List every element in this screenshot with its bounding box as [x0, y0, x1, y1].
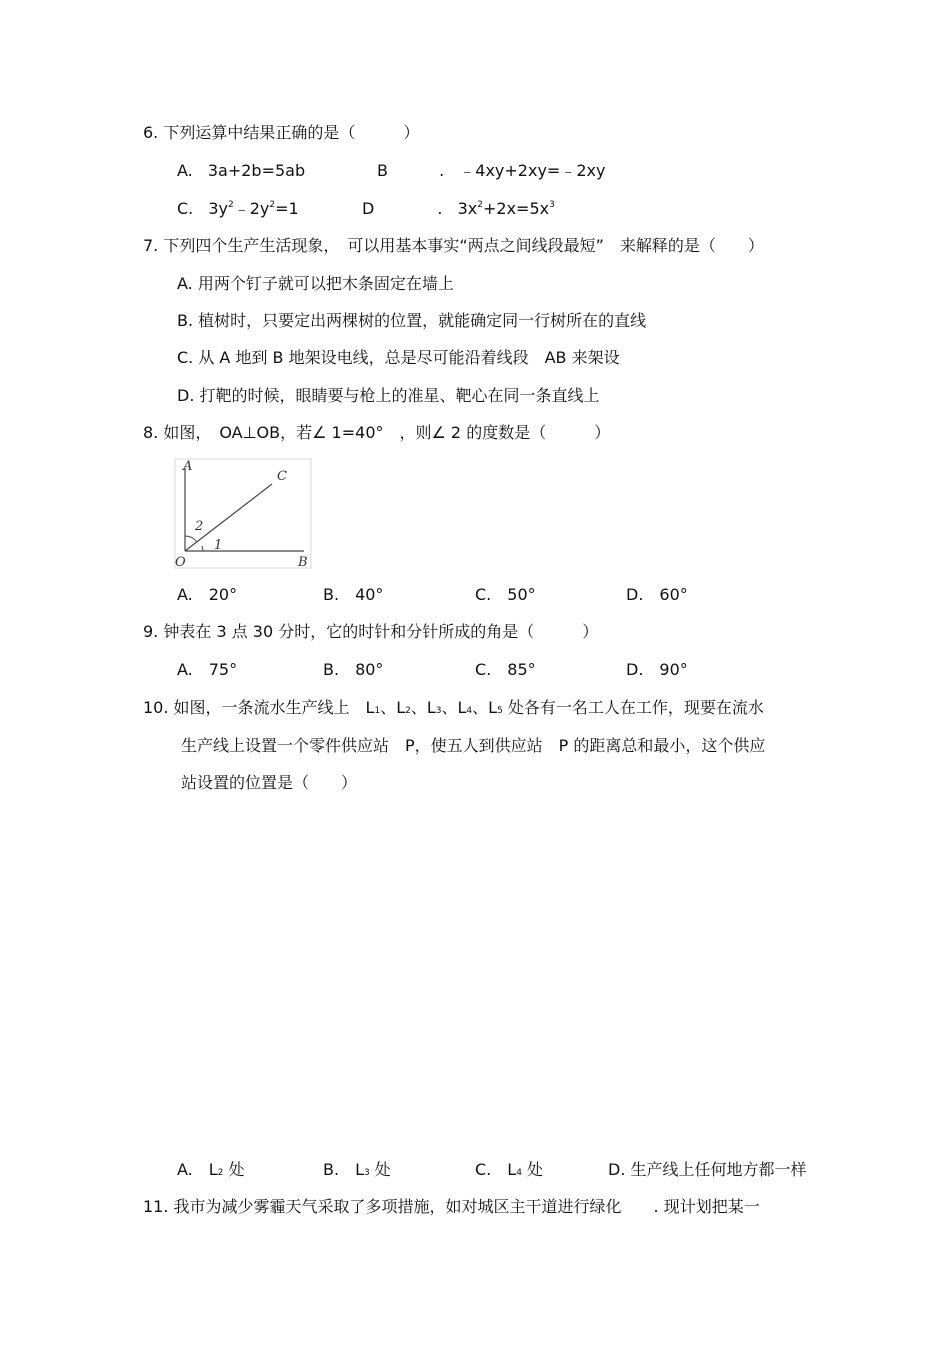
q7-option-b: B. 植树时，只要定出两棵树的位置，就能确定同一行树所在的直线	[177, 311, 647, 330]
q9-option-a: A. 75°	[177, 660, 238, 679]
q8-option-a: A. 20°	[177, 585, 238, 604]
q10-stem-line1	[143, 698, 764, 718]
label-b: B	[298, 555, 308, 570]
q6-option-b	[377, 161, 605, 181]
q8-option-b: B. 40°	[323, 585, 384, 604]
q6-option-b-dot: .	[439, 161, 445, 180]
q9-option-d: D. 90°	[626, 660, 688, 679]
q8-stem: 8. 如图， OA⊥OB，若∠ 1=40° ，则∠ 2 的度数是（ ）	[143, 423, 611, 442]
q10-sep4: 、L	[472, 698, 498, 717]
q6-option-b-text: ﹣4xy+2xy=﹣2xy	[459, 161, 606, 180]
label-a: A	[183, 459, 193, 474]
q6-option-b-label: B	[377, 161, 388, 180]
q6-option-d-dot: .	[437, 199, 443, 218]
angle-2-arc	[185, 536, 197, 542]
q10-option-a-sub: 2	[217, 1168, 224, 1178]
q10-option-c	[475, 1160, 543, 1180]
label-angle-2: 2	[195, 519, 204, 534]
q9-option-b: B. 80°	[323, 660, 384, 679]
q10-option-b-pre: B. L	[323, 1160, 364, 1179]
q10-stem-line3: 站设置的位置是（ ）	[181, 773, 358, 792]
q10-line1-pre: 10. 如图，一条流水生产线上 L	[143, 698, 375, 717]
q10-sep1: 、L	[380, 698, 406, 717]
q10-option-c-sub: 4	[516, 1168, 522, 1178]
q6-option-c-label: C.	[177, 199, 194, 218]
q6-option-d	[362, 199, 555, 219]
q10-option-a-pre: A. L	[177, 1160, 218, 1179]
q6-option-a	[177, 161, 305, 181]
q6-option-d-p1: 3x	[457, 199, 478, 218]
q7-option-c: C. 从 A 地到 B 地架设电线，总是尽可能沿着线段 AB 来架设	[177, 348, 620, 367]
q10-l2-sub: 2	[405, 706, 411, 716]
q6-option-c-exp2: 2	[269, 200, 276, 210]
q6-stem: 6. 下列运算中结果正确的是（ ）	[143, 123, 420, 142]
q7-stem: 7. 下列四个生产生活现象， 可以用基本事实“两点之间线段最短” 来解释的是（ ）	[143, 236, 764, 255]
ray-oc	[185, 484, 272, 551]
q6-option-d-p2: +2x=5x	[483, 199, 550, 218]
q6-option-c	[177, 199, 299, 219]
q10-option-b-sub: 3	[363, 1168, 370, 1178]
q10-l3-sub: 3	[435, 706, 442, 716]
q9-option-c: C. 85°	[475, 660, 536, 679]
q6-option-a-label: A.	[177, 161, 193, 180]
q10-option-b	[323, 1160, 391, 1180]
q10-option-a	[177, 1160, 245, 1180]
label-angle-1: 1	[214, 538, 223, 553]
q8-option-c: C. 50°	[475, 585, 536, 604]
q10-option-d: D. 生产线上任何地方都一样	[608, 1160, 807, 1179]
q6-option-d-label: D	[362, 199, 375, 218]
q10-sep3: 、L	[441, 698, 467, 717]
q10-line1-post: 处各有一名工人在工作，现要在流水	[502, 698, 764, 717]
label-o: O	[175, 555, 186, 570]
q10-option-a-post: 处	[223, 1160, 245, 1179]
q10-option-c-post: 处	[521, 1160, 544, 1179]
q8-angle-figure	[174, 458, 314, 574]
q10-l5-sub: 5	[497, 706, 503, 716]
q10-option-b-post: 处	[369, 1160, 391, 1179]
q10-l4-sub: 4	[466, 706, 473, 716]
q7-option-a: A. 用两个钉子就可以把木条固定在墙上	[177, 274, 454, 293]
q7-option-d: D. 打靶的时候，眼睛要与枪上的准星、靶心在同一条直线上	[177, 386, 600, 405]
q10-sep2: 、L	[410, 698, 436, 717]
q10-l1-sub: 1	[374, 706, 381, 716]
figure-frame	[175, 459, 311, 568]
q6-option-c-p3: =1	[275, 199, 299, 218]
q6-option-c-p2: ﹣2y	[233, 199, 270, 218]
angle-1-arc	[202, 546, 203, 551]
q6-option-d-exp2: 3	[549, 200, 555, 210]
q8-option-d: D. 60°	[626, 585, 688, 604]
q10-stem-line2: 生产线上设置一个零件供应站 P，使五人到供应站 P 的距离总和最小，这个供应	[181, 736, 766, 755]
q6-option-d-exp1: 2	[477, 200, 483, 210]
q6-option-a-text: 3a+2b=5ab	[207, 161, 306, 180]
label-c: C	[277, 469, 287, 484]
q6-option-c-p1: 3y	[208, 199, 229, 218]
q10-option-c-pre: C. L	[475, 1160, 517, 1179]
q11-stem: 11. 我市为减少雾霾天气采取了多项措施，如对城区主干道进行绿化 . 现计划把某一	[143, 1197, 760, 1216]
q6-option-c-exp1: 2	[228, 200, 234, 210]
q9-stem: 9. 钟表在 3 点 30 分时，它的时针和分针所成的角是（ ）	[143, 622, 599, 641]
